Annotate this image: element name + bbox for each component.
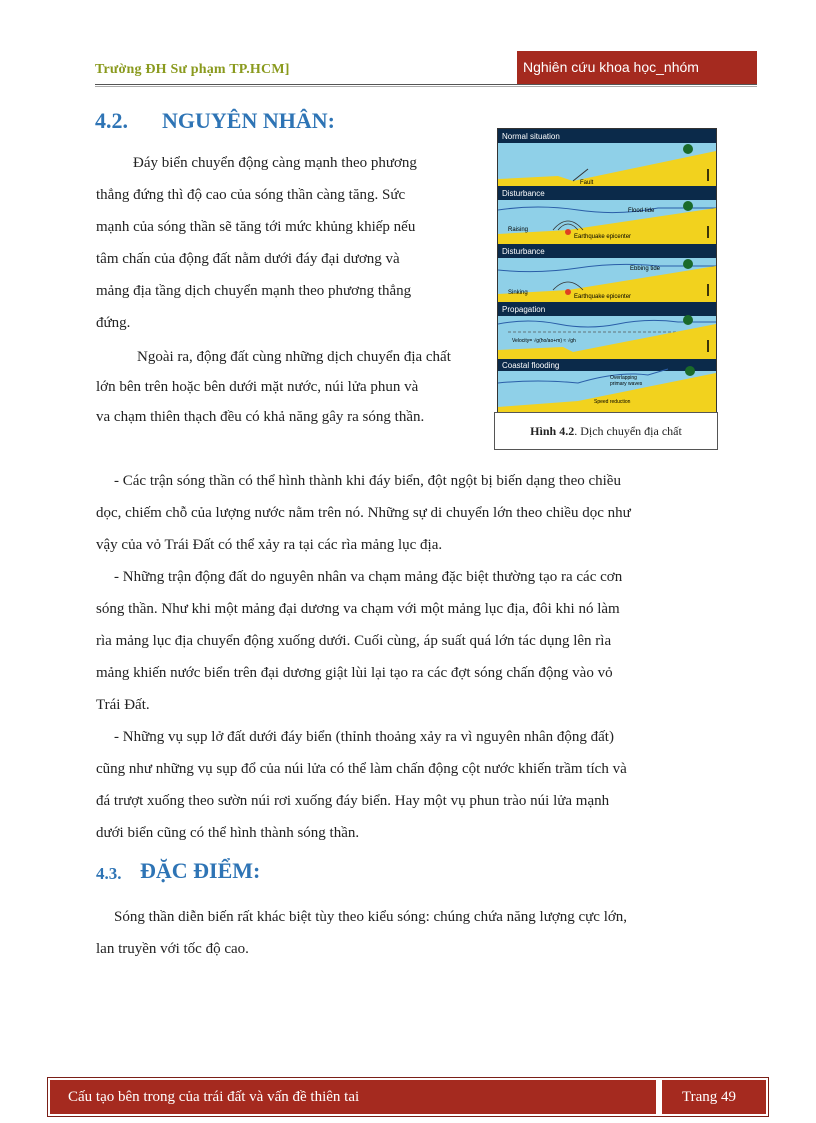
figure-note: Flood tide bbox=[628, 208, 655, 214]
figure-panel-disturbance-sink bbox=[498, 244, 716, 302]
paragraph-line: sóng thần. Như khi một mảng đại dương va chạm với một mảng lục địa, đôi khi nó làm bbox=[96, 601, 620, 617]
section-title: NGUYÊN NHÂN: bbox=[162, 108, 335, 133]
paragraph-line: Trái Đất. bbox=[96, 697, 150, 713]
paragraph-line: mảng khiến nước biển trên đại dương giật lùi lại tạo ra các đợt sóng chấn động vào vỏ bbox=[96, 665, 613, 681]
paragraph-line: Sóng thần diễn biến rất khác biệt tùy theo kiểu sóng: chúng chứa năng lượng cực lớn, bbox=[114, 909, 628, 925]
paragraph-line: lớn bên trên hoặc bên dưới mặt nước, núi lửa phun và bbox=[96, 379, 419, 395]
section-title: ĐẶC ĐIỂM: bbox=[140, 858, 261, 883]
paragraph-line: - Các trận sóng thần có thể hình thành khi đáy biển, đột ngột bị biến dạng theo chiều bbox=[114, 473, 621, 489]
figure-panel-label: Disturbance bbox=[502, 189, 545, 198]
header-project: Nghiên cứu khoa học_nhóm bbox=[517, 51, 757, 84]
paragraph-line: rìa mảng lục địa chuyển động xuống dưới. Cuối cùng, áp suất quá lớn tác dụng lên rìa bbox=[96, 633, 612, 649]
figure-caption-text: . Dịch chuyển địa chất bbox=[574, 424, 682, 438]
figure-geologic-displacement bbox=[497, 128, 717, 416]
figure-note: Fault bbox=[580, 180, 594, 186]
figure-note: Speed reduction bbox=[594, 399, 631, 405]
figure-note: Earthquake epicenter bbox=[574, 234, 632, 240]
figure-panel-label: Coastal flooding bbox=[502, 361, 560, 370]
paragraph-line: vậy của vỏ Trái Đất có thể xảy ra tại các rìa mảng lục địa. bbox=[96, 537, 443, 553]
figure-note: Ebbing tide bbox=[630, 266, 661, 272]
figure-caption-number: Hình 4.2 bbox=[530, 424, 575, 438]
paragraph-line: lan truyền với tốc độ cao. bbox=[96, 941, 249, 957]
footer-title: Cấu tạo bên trong của trái đất và vấn đề thiên tai bbox=[50, 1080, 656, 1114]
paragraph-line: đá trượt xuống theo sườn núi rơi xuống đáy biển. Hay một vụ phun trào núi lửa mạnh bbox=[96, 793, 610, 809]
paragraph-line: tâm chấn của động đất nằm dưới đáy đại dương và bbox=[96, 251, 400, 267]
paragraph-line: - Những trận động đất do nguyên nhân va chạm mảng đặc biệt thường tạo ra các cơn bbox=[114, 569, 623, 585]
paragraph-line: dưới biển cũng có thể hình thành sóng thần. bbox=[96, 825, 360, 841]
header-rule-thin bbox=[95, 86, 757, 87]
figure-panel-coastal-flooding bbox=[498, 359, 716, 415]
figure-note: Overlapping bbox=[610, 375, 637, 381]
paragraph-line: thẳng đứng thì độ cao của sóng thần càng tăng. Sức bbox=[96, 187, 406, 203]
paragraph-line: đứng. bbox=[96, 315, 131, 331]
paragraph-line: mảng địa tầng dịch chuyển mạnh theo phương thẳng bbox=[96, 283, 412, 299]
section-number: 4.3. bbox=[96, 864, 122, 883]
figure-panel-label: Disturbance bbox=[502, 247, 545, 256]
paragraph-line: dọc, chiếm chỗ của lượng nước nằm trên nó. Những sự di chuyển lớn theo chiều dọc như bbox=[96, 505, 631, 521]
figure-note: Velocity= √g(ho/ao+m) ≈ √gh bbox=[512, 338, 576, 344]
paragraph-line: mạnh của sóng thần sẽ tăng tới mức khủng khiếp nếu bbox=[96, 219, 416, 235]
figure-note: Earthquake epicenter bbox=[574, 294, 632, 300]
figure-panel-disturbance-raise bbox=[498, 186, 716, 244]
figure-note: Sinking bbox=[508, 290, 528, 296]
figure-panel-label: Propagation bbox=[502, 305, 546, 314]
figure-panel-propagation bbox=[498, 302, 716, 359]
figure-note: primary waves bbox=[610, 381, 643, 387]
figure-panel-label: Normal situation bbox=[502, 132, 560, 141]
header-school: Trường ĐH Sư phạm TP.HCM] bbox=[95, 62, 290, 77]
paragraph-line: cũng như những vụ sụp đổ của núi lửa có thể làm chấn động cột nước khiến trầm tích và bbox=[96, 761, 627, 777]
header-rule bbox=[95, 84, 757, 85]
paragraph-line: Đáy biển chuyển động càng mạnh theo phương bbox=[133, 155, 417, 171]
footer-page-number: Trang 49 bbox=[662, 1080, 766, 1114]
section-number: 4.2. bbox=[95, 108, 128, 133]
figure-panel-normal bbox=[498, 129, 716, 186]
paragraph-line: Ngoài ra, động đất cùng những dịch chuyển địa chất bbox=[137, 349, 451, 365]
paragraph-line: va chạm thiên thạch đều có khả năng gây ra sóng thần. bbox=[96, 409, 425, 425]
figure-caption bbox=[494, 412, 718, 450]
figure-note: Raising bbox=[508, 227, 529, 233]
paragraph-line: - Những vụ sụp lở đất dưới đáy biển (thỉnh thoảng xảy ra vì nguyên nhân động đất) bbox=[114, 729, 614, 745]
